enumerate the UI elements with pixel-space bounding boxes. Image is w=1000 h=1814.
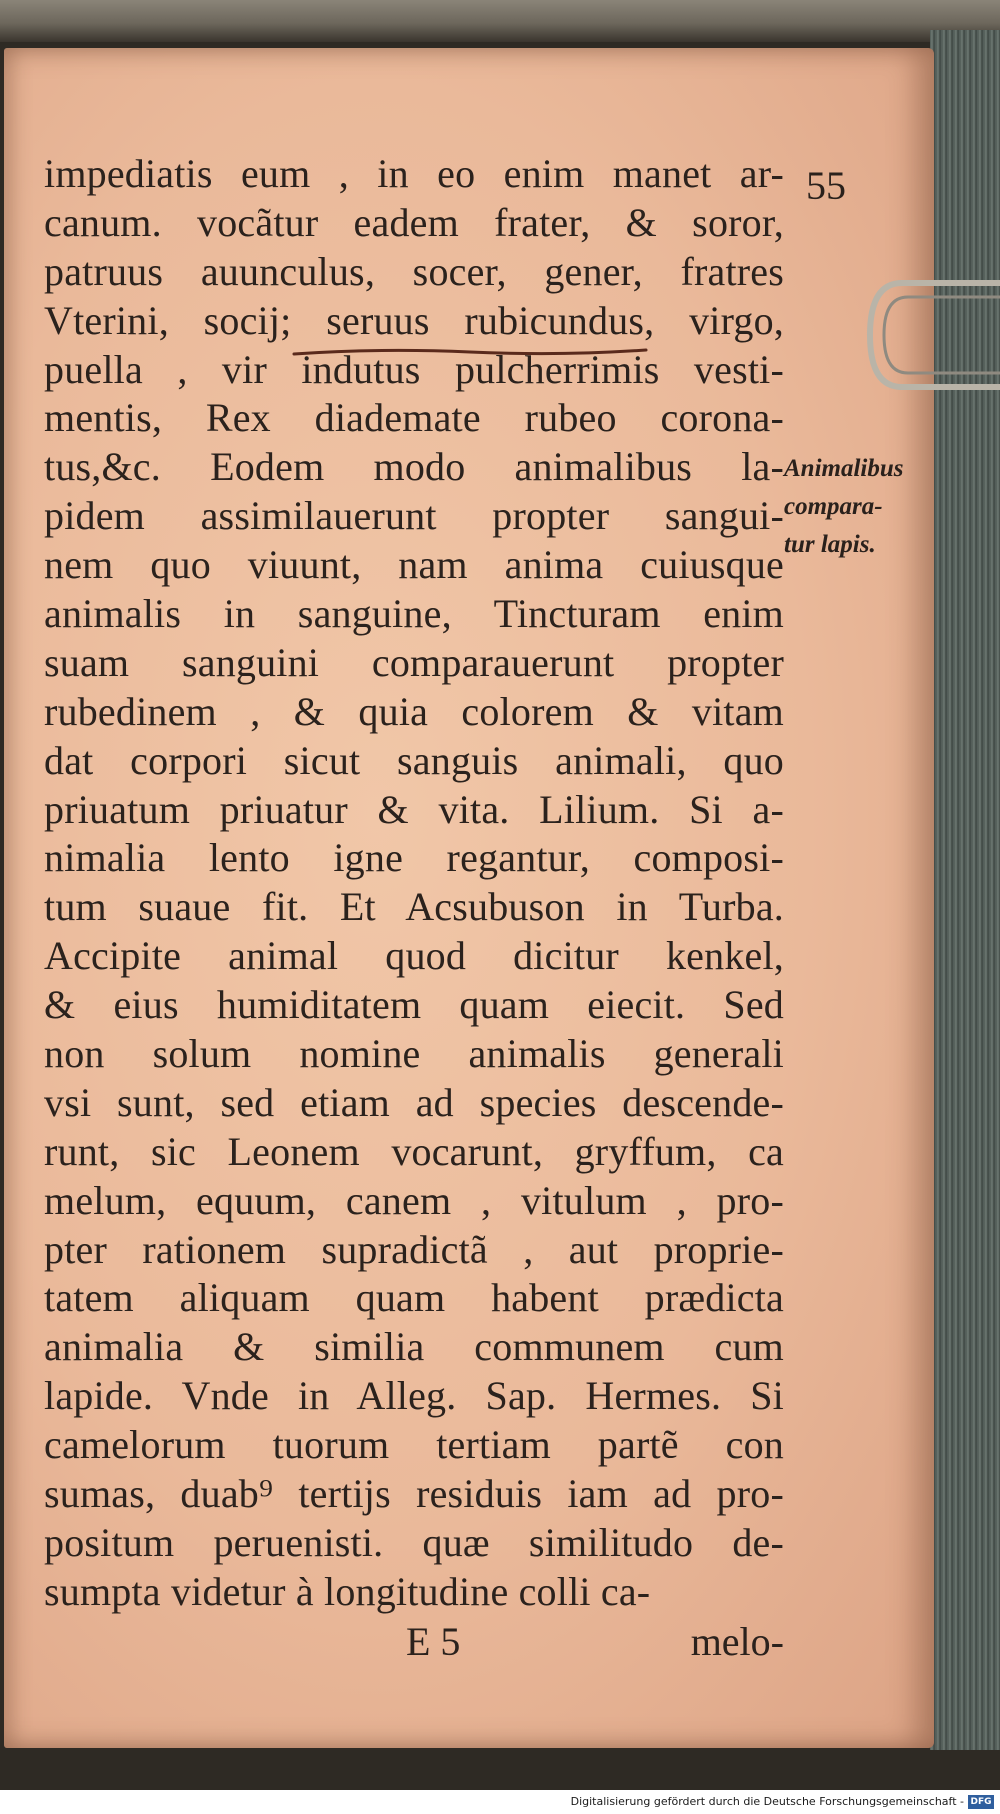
marginal-note-line: Animalibus bbox=[784, 455, 904, 482]
text-line: & eius humiditatem quam eiecit. Sed bbox=[44, 982, 784, 1028]
page-footer-row bbox=[44, 1618, 784, 1668]
text-line: suam sanguini comparauerunt propter bbox=[44, 639, 784, 685]
digitization-credit-text: Digitalisierung gefördert durch die Deutsche Forschungsgemeinschaft - bbox=[570, 1795, 964, 1808]
text-line: tum suaue fit. Et Acsubuson in Turba. bbox=[44, 884, 784, 930]
marginal-note-line: tur lapis. bbox=[784, 531, 876, 558]
text-line: Accipite animal quod dicitur kenkel, bbox=[44, 933, 784, 979]
text-line: melum, equum, canem , vitulum , pro- bbox=[44, 1177, 784, 1223]
marginal-note bbox=[784, 450, 934, 564]
text-line: pter rationem supradictã , aut proprie- bbox=[44, 1226, 784, 1272]
text-line: patruus auunculus, socer, gener, fratres bbox=[44, 248, 784, 294]
text-line: Vterini, socij; seruus rubicundus, virgo, bbox=[44, 297, 784, 343]
text-line: puella , vir indutus pulcherrimis vesti- bbox=[44, 346, 784, 392]
book-top-edge bbox=[0, 0, 1000, 42]
text-line: positum peruenisti. quæ similitudo de- bbox=[44, 1519, 784, 1565]
text-line: canum. vocãtur eadem frater, & soror, bbox=[44, 199, 784, 245]
text-line: tatem aliquam quam habent prædicta bbox=[44, 1275, 784, 1321]
text-line: pidem assimilauerunt propter sangui- bbox=[44, 493, 784, 539]
text-line: priuatum priuatur & vita. Lilium. Si a- bbox=[44, 786, 784, 832]
text-line: sumas, duab⁹ tertijs residuis iam ad pro- bbox=[44, 1471, 784, 1517]
text-line: mentis, Rex diademate rubeo corona- bbox=[44, 395, 784, 441]
page-clip-icon bbox=[862, 275, 1000, 405]
text-line: rubedinem , & quia colorem & vitam bbox=[44, 688, 784, 734]
text-line: tus,&c. Eodem modo animalibus la- bbox=[44, 444, 784, 490]
main-text bbox=[44, 150, 784, 1617]
digitization-credit-bar bbox=[0, 1790, 1000, 1814]
text-line: impediatis eum , in eo enim manet ar- bbox=[44, 151, 784, 196]
page-number: 55 bbox=[806, 163, 846, 208]
text-line: nem quo viuunt, nam anima cuiusque bbox=[44, 542, 784, 588]
text-line: lapide. Vnde in Alleg. Sap. Hermes. Si bbox=[44, 1373, 784, 1419]
handwritten-underline bbox=[290, 340, 650, 370]
text-line: non solum nomine animalis generali bbox=[44, 1031, 784, 1077]
text-line: animalia & similia communem cum bbox=[44, 1324, 784, 1370]
catchword: melo- bbox=[690, 1619, 784, 1664]
text-line: runt, sic Leonem vocarunt, gryffum, ca bbox=[44, 1128, 784, 1174]
text-line: nimalia lento igne regantur, composi- bbox=[44, 835, 784, 881]
text-line: dat corpori sicut sanguis animali, quo bbox=[44, 737, 784, 783]
dfg-logo: DFG bbox=[968, 1795, 994, 1809]
text-line: animalis in sanguine, Tincturam enim bbox=[44, 591, 784, 637]
marginal-note-line: compara- bbox=[784, 493, 883, 520]
text-line: vsi sunt, sed etiam ad species descende- bbox=[44, 1079, 784, 1125]
text-line: camelorum tuorum tertiam partẽ con bbox=[44, 1422, 784, 1468]
text-line: sumpta videtur à longitudine colli ca- bbox=[44, 1568, 651, 1614]
signature-mark: E 5 bbox=[406, 1619, 461, 1664]
